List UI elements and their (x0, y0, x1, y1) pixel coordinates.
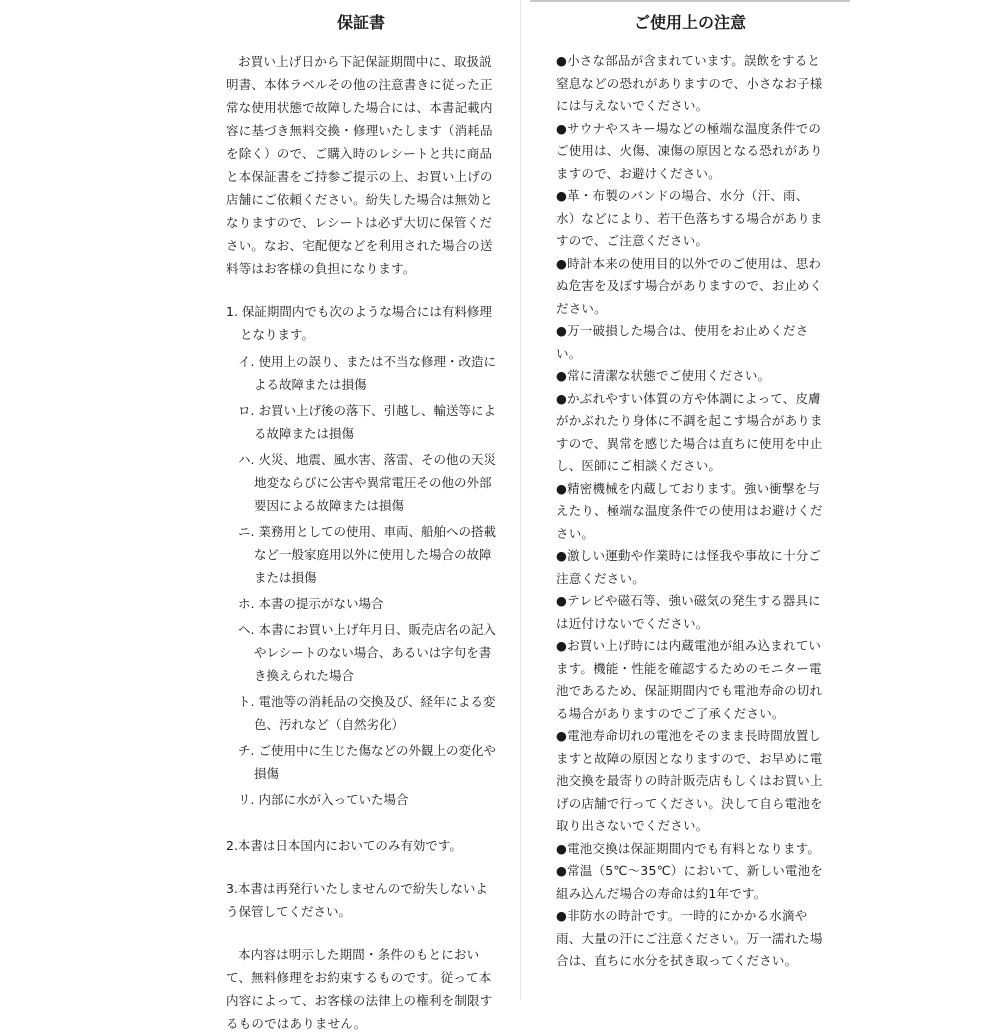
condition-item: リ. 内部に水が入っていた場合 (238, 792, 409, 807)
condition-item: ホ. 本書の提示がない場合 (238, 596, 384, 611)
cautions-title: ご使用上の注意 (633, 13, 746, 32)
caution-item: ●かぶれやすい体質の方や体調によって、皮膚がかぶれたり身体に不調を起こす場合がありますので、異常を感じた場合は直ちに使用を中止し、医師にご相談ください。 (556, 390, 823, 473)
caution-item: ●サウナやスキー場などの極端な温度条件でのご使用は、火傷、凍傷の原因となる恐れがありますので、お避けください。 (556, 120, 823, 181)
caution-item: ●非防水の時計です。一時的にかかる水滴や雨、大量の汗にご注意ください。万一濡れた場合は、直ちに水分を拭き取ってください。 (556, 908, 823, 968)
caution-item: ●電池交換は保証期間内でも有料となります。 (556, 840, 821, 856)
caution-item: ●革・布製のバンドの場合、水分（汗、雨、水）などにより、若干色落ちする場合がありますので、ご注意ください。 (556, 188, 823, 248)
condition-item: ニ. 業務用としての使用、車両、船舶への搭載など一般家庭用以外に使用した場合の故障または損傷 (238, 524, 496, 585)
caution-item: ●小さな部品が含まれています。誤飲をすると窒息などの恐れがありますので、小さなお子様には与えないでください。 (556, 53, 823, 113)
warranty-section-1 (226, 300, 496, 811)
condition-item: イ. 使用上の誤り、または不当な修理・改造による故障または損傷 (238, 354, 496, 392)
condition-item: ト. 電池等の消耗品の交換及び、経年による変色、汚れなど（自然劣化） (238, 694, 496, 732)
column-divider (520, 0, 521, 1000)
caution-item: ●時計本来の使用目的以外でのご使用は、思わぬ危害を及ぼす場合がありますので、お止めください。 (556, 255, 823, 316)
warranty-closing: 本内容は明示した期間・条件のもとにおいて、無料修理をお約束するものです。従って本内容によって、お客様の法律上の権利を制限するものではありません。 (226, 947, 493, 1031)
condition-item: チ. ご使用中に生じた傷などの外観上の変化や損傷 (238, 743, 496, 781)
paid-repair-conditions (226, 350, 496, 811)
caution-item: ●精密機械を内蔵しております。強い衝撃を与えたり、極端な温度条件での使用はお避けください。 (556, 480, 823, 541)
caution-item: ●お買い上げ時には内蔵電池が組み込まれています。機能・性能を確認するためのモニター電池であるため、保証期間内でも電池寿命の切れる場合がありますのでご了承ください。 (556, 638, 823, 721)
caution-item: ●常に清潔な状態でご使用ください。 (556, 368, 771, 383)
section-1-text: 1. 保証期間内でも次のような場合には有料修理となります。 (226, 304, 492, 342)
condition-item: ロ. お買い上げ後の落下、引越し、輸送等による故障または損傷 (238, 403, 496, 441)
warranty-section-3: 3.本書は再発行いたしませんので紛失しないよう保管してください。 (226, 881, 488, 919)
cautions-column (556, 0, 824, 1000)
condition-item: ヘ. 本書にお買い上げ年月日、販売店名の記入やレシートのない場合、あるいは字句を書き換えられた場合 (238, 622, 496, 683)
caution-item: ●常温（5℃〜35℃）において、新しい電池を組み込んだ場合の寿命は約1年です。 (556, 863, 823, 901)
warranty-title: 保証書 (336, 13, 385, 32)
caution-item: ●激しい運動や作業時には怪我や事故に十分ご注意ください。 (556, 548, 822, 586)
warranty-intro: お買い上げ日から下記保証期間中に、取扱説明書、本体ラベルその他の注意書きに従った正常な使用状態で故障した場合には、本書記載内容に基づき無料交換・修理いたします（消耗品を除く）ので、ご購入時のレシートと共に商品と本保証書をご持参ご提示の上、お買い上げの店舗にご依頼ください。紛失した場合は無効となりますので、レシートは必ず大切に保管ください。なお、宅配便などを利用された場合の送料等はお客様の負担になります。 (226, 54, 493, 276)
caution-item: ●万一破損した場合は、使用をお止めください。 (556, 323, 809, 361)
cautions-list (556, 50, 824, 973)
caution-item: ●テレビや磁石等、強い磁気の発生する器具には近付けないでください。 (556, 593, 821, 631)
condition-item: ハ. 火災、地震、風水害、落雷、その他の天災地変ならびに公害や異常電圧その他の外部要因による故障または損傷 (238, 452, 496, 513)
warranty-column (226, 0, 496, 1031)
caution-item: ●電池寿命切れの電池をそのまま長時間放置しますと故障の原因となりますので、お早めに電池交換を最寄りの時計販売店もしくはお買い上げの店舗で行ってください。決して自ら電池を取り出さないでください。 (556, 728, 823, 833)
warranty-section-2: 2.本書は日本国内においてのみ有効です。 (226, 838, 462, 853)
